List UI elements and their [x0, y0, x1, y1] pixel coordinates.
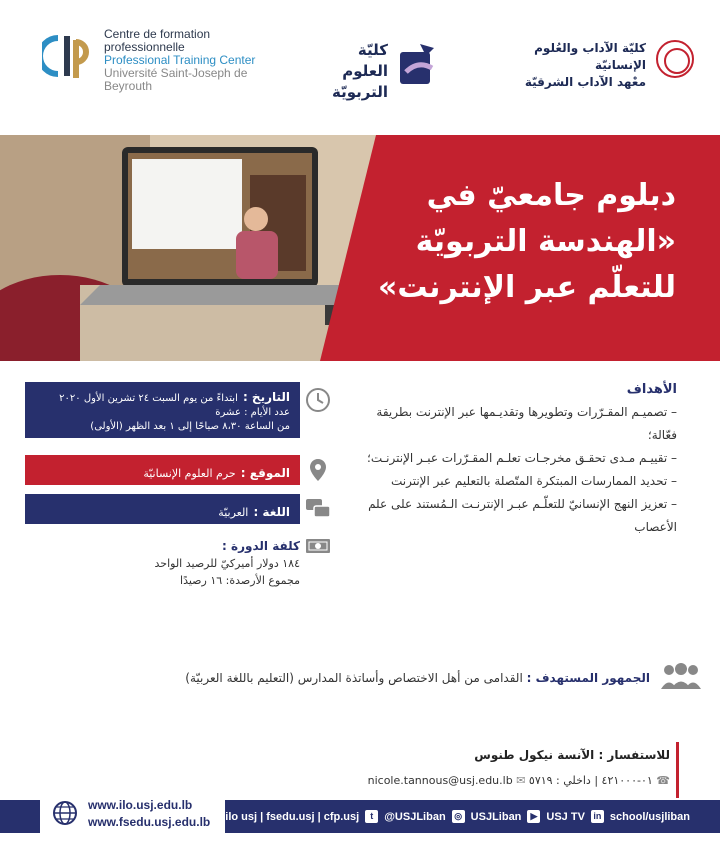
audience-value: القدامى من أهل الاختصاص وأساتذة المدارس (التعليم باللغة العربيّة): [185, 671, 523, 685]
money-icon: [304, 532, 332, 560]
usj-line1: كليّة الآداب والعُلوم الإنسانيّة: [534, 41, 646, 72]
fse-logo-text: [308, 40, 388, 103]
cfp-line1: Centre de formation: [104, 27, 211, 41]
website-link-ilo[interactable]: www.ilo.usj.edu.lb: [88, 798, 193, 812]
cost-label: كلفة الدورة :: [222, 539, 300, 553]
cost-line2: مجموع الأرصدة: ١٦ رصيدًا: [180, 574, 300, 587]
cfp-logo: [42, 27, 262, 93]
hero-title-line2: «الهندسة التربويّة: [415, 224, 676, 259]
contact-details: [350, 768, 670, 794]
linkedin-page[interactable]: school/usjliban: [609, 810, 690, 823]
twitter-handle[interactable]: @USJLiban: [384, 810, 446, 823]
date-box: [25, 382, 300, 438]
cfp-line2: professionnelle: [104, 40, 185, 54]
youtube-channel[interactable]: USJ TV: [546, 810, 585, 823]
header: [0, 0, 720, 135]
contact-label: للاستفسار : الآنسة نيكول طنوس: [474, 748, 670, 762]
fse-line1: كليّة العلوم: [342, 41, 388, 80]
hero-banner: [0, 135, 720, 361]
usj-seal-icon: [656, 40, 694, 78]
objective-item: – تصميـم المقـرّرات وتطويرها وتقديـمها عبر الإنترنت بطريقة فعّالة؛: [376, 405, 677, 442]
instagram-icon[interactable]: ◎: [452, 810, 465, 823]
language-box: [25, 494, 300, 524]
date-time: من الساعة ٨،٣٠ صباحًا إلى ١ بعد الظهر (الأولى): [90, 421, 290, 432]
hero-title-line1: دبلوم جامعيّ في: [426, 178, 676, 213]
contact-email[interactable]: nicole.tannous@usj.edu.lb: [367, 774, 513, 787]
chat-bubbles-icon: [304, 495, 332, 523]
twitter-icon[interactable]: t: [365, 810, 378, 823]
location-label: الموقع :: [240, 466, 290, 480]
cfp-line4: Université Saint-Joseph de Beyrouth: [104, 66, 248, 93]
cost-block: [25, 538, 300, 589]
usj-logo: [484, 36, 694, 89]
date-label: التاريخ :: [242, 390, 290, 404]
objective-item: – تقييـم مـدى تحقـق مخرجـات تعلـم المقـرّرات عبـر الإنترنـت؛: [367, 451, 677, 465]
cfp-logo-text: [104, 28, 262, 93]
instagram-handle[interactable]: USJLiban: [470, 810, 522, 823]
cfp-line3: Professional Training Center: [104, 53, 256, 67]
usj-line2: معْهد الآداب الشرقيّة: [524, 75, 646, 89]
cost-line1: ١٨٤ دولار أميركيّ للرصيد الواحد: [154, 557, 300, 570]
contact-block: [350, 742, 670, 794]
usj-logo-text: [484, 40, 646, 91]
website-link-fsedu[interactable]: www.fsedu.usj.edu.lb: [88, 815, 211, 829]
fse-logo: [308, 40, 438, 101]
clock-icon: [304, 386, 332, 414]
location-box: [25, 455, 300, 485]
language-value: العربيّة: [218, 506, 249, 519]
fse-line2: التربويّة: [332, 83, 388, 101]
contact-phone: ٠١-٤٢١٠٠٠ | داخلي : ٥٧١٩: [528, 774, 653, 787]
objective-item: – تعزيز النهج الإنسانيّ للتعلّـم عبـر الإنترنـت الـمُستند على علم الأعصاب: [368, 497, 677, 534]
location-value: حرم العلوم الإنسانيّة: [143, 467, 236, 480]
social-links: [206, 800, 690, 833]
hero-title: [376, 173, 676, 311]
phone-icon: ☎: [656, 774, 670, 787]
website-links: [88, 797, 210, 831]
date-days: عدد الأيام : عشرة: [215, 407, 290, 418]
cfp-logo-icon: [42, 32, 94, 80]
hero-title-line3: للتعلّم عبر الإنترنت»: [378, 270, 676, 305]
target-audience: [150, 671, 650, 685]
contact-accent-bar: [676, 742, 679, 798]
fse-logo-icon: [398, 42, 438, 86]
objective-item: – تحديد الممارسات المبتكرة المتّصلة بالتعليم عبر الإنترنت: [390, 474, 677, 488]
email-icon: ✉: [516, 774, 526, 787]
globe-icon: [52, 800, 78, 826]
youtube-icon[interactable]: ▶: [527, 810, 540, 823]
objectives-section: [345, 382, 677, 539]
date-value: ابتداءً من يوم السبت ٢٤ تشرين الأول ٢٠٢٠: [59, 393, 238, 404]
location-pin-icon: [304, 456, 332, 484]
audience-label: الجمهور المستهدف :: [526, 671, 650, 685]
language-label: اللغة :: [253, 505, 290, 519]
people-group-icon: [660, 662, 702, 690]
objectives-title: الأهداف: [626, 382, 677, 397]
linkedin-icon[interactable]: in: [591, 810, 604, 823]
social-pages[interactable]: ilo usj | fsedu.usj | cfp.usj: [225, 810, 360, 823]
